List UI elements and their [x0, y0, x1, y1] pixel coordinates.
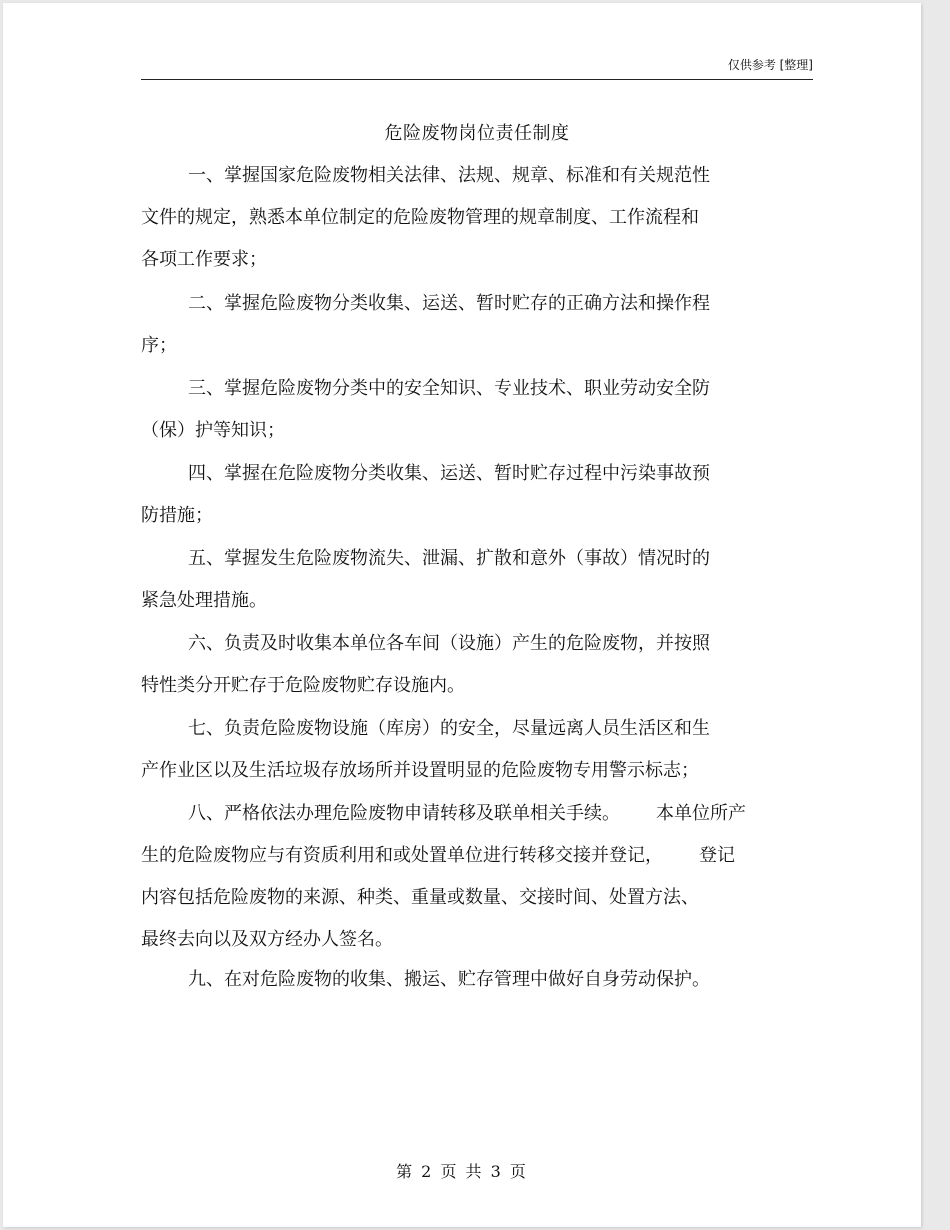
clause-line: 六、负责及时收集本单位各车间（设施）产生的危险废物，并按照	[188, 633, 710, 654]
clause-line: 四、掌握在危险废物分类收集、运送、暂时贮存过程中污染事故预	[188, 463, 710, 484]
clause-5	[141, 546, 813, 614]
page-header	[141, 55, 813, 80]
document-title: 危险废物岗位责任制度	[384, 123, 570, 144]
clause-line	[141, 843, 813, 869]
clause-line: 一、掌握国家危险废物相关法律、法规、规章、标准和有关规范性	[188, 165, 710, 186]
clause-line: 二、掌握危险废物分类收集、运送、暂时贮存的正确方法和操作程	[188, 293, 710, 314]
clause-9	[141, 967, 813, 993]
clause-segment: 生的危险废物应与有资质利用和或处置单位进行转移交接并登记，	[141, 845, 663, 866]
document-page	[3, 3, 921, 1227]
clause-line: 九、在对危险废物的收集、搬运、贮存管理中做好自身劳动保护。	[188, 969, 710, 990]
clause-3	[141, 376, 813, 444]
clause-line: 五、掌握发生危险废物流失、泄漏、扩散和意外（事故）情况时的	[188, 548, 710, 569]
clause-line: 序；	[141, 335, 177, 356]
clause-1	[141, 163, 813, 273]
clause-segment: 八、严格依法办理危险废物申请转移及联单相关手续。	[188, 803, 620, 824]
clause-6	[141, 631, 813, 699]
clause-line: 产作业区以及生活垃圾存放场所并设置明显的危险废物专用警示标志；	[141, 760, 699, 781]
clause-line: 防措施；	[141, 505, 213, 526]
clause-7	[141, 716, 813, 784]
clause-line: 特性类分开贮存于危险废物贮存设施内。	[141, 675, 465, 696]
clause-line: 内容包括危险废物的来源、种类、重量或数量、交接时间、处置方法、	[141, 887, 699, 908]
clause-8	[141, 801, 813, 953]
clause-line: 七、负责危险废物设施（库房）的安全，尽量远离人员生活区和生	[188, 718, 710, 739]
clause-segment: 本单位所产	[656, 803, 746, 824]
clause-4	[141, 461, 813, 529]
clause-segment: 登记	[699, 845, 735, 866]
page-footer: 第 2 页 共 3 页	[396, 1162, 528, 1181]
clause-2	[141, 291, 813, 359]
clause-line	[141, 801, 813, 827]
header-text: 仅供参考 [整理]	[727, 58, 813, 72]
clause-line: 紧急处理措施。	[141, 590, 267, 611]
clause-line: 三、掌握危险废物分类中的安全知识、专业技术、职业劳动安全防	[188, 378, 710, 399]
clause-line: 最终去向以及双方经办人签名。	[141, 929, 393, 950]
clause-line: 文件的规定，熟悉本单位制定的危险废物管理的规章制度、工作流程和	[141, 207, 699, 228]
clause-line: （保）护等知识；	[141, 420, 285, 441]
clause-line: 各项工作要求；	[141, 249, 267, 270]
